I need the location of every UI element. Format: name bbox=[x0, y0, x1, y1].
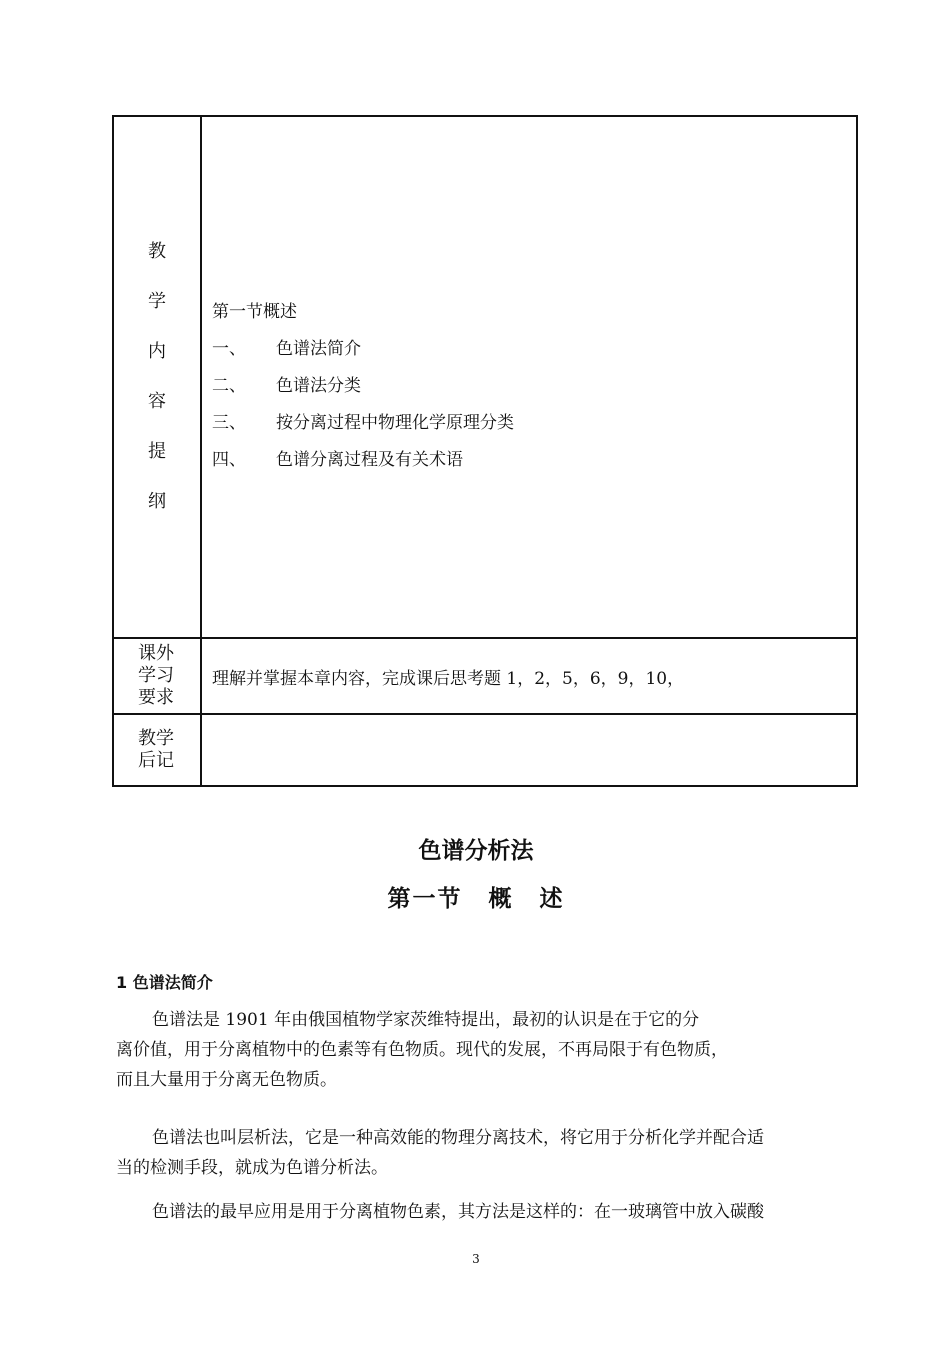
outline-item-text: 色谱法分类 bbox=[276, 375, 361, 396]
outline-title: 第一节概述 bbox=[212, 301, 297, 322]
outline-label-char: 学 bbox=[148, 291, 166, 312]
homework-label-line: 要求 bbox=[138, 687, 174, 708]
homework-content: 理解并掌握本章内容，完成课后思考题 1，2，5，6，9，10， bbox=[201, 638, 857, 714]
teaching-info-table bbox=[112, 115, 858, 787]
postscript-content bbox=[201, 714, 857, 786]
outline-item-number: 二、 bbox=[212, 375, 246, 396]
postscript-label-cell bbox=[113, 714, 201, 786]
outline-item-text: 色谱法简介 bbox=[276, 338, 361, 359]
paragraph bbox=[116, 1123, 856, 1183]
table-row-postscript bbox=[113, 714, 857, 786]
chapter-title: 色谱分析法 bbox=[418, 838, 534, 864]
outline-item-number: 三、 bbox=[212, 412, 246, 433]
outline-label-char: 提 bbox=[148, 441, 166, 462]
outline-item bbox=[212, 368, 856, 405]
outline-label-char: 教 bbox=[148, 241, 166, 262]
outline-item-text: 按分离过程中物理化学原理分类 bbox=[276, 412, 514, 433]
postscript-label-line: 教学 bbox=[138, 728, 174, 749]
page-number: 3 bbox=[472, 1252, 480, 1266]
paragraph-line: 离价值，用于分离植物中的色素等有色物质。现代的发展，不再局限于有色物质， bbox=[116, 1040, 728, 1060]
paragraph-line: 当的检测手段，就成为色谱分析法。 bbox=[116, 1158, 388, 1178]
paragraph-line: 色谱法是 1901 年由俄国植物学家茨维特提出，最初的认识是在于它的分 bbox=[152, 1010, 700, 1030]
section-title: 第一节 概 述 bbox=[387, 886, 565, 912]
paragraph bbox=[116, 1005, 856, 1095]
subheading: 1 色谱法简介 bbox=[116, 973, 213, 992]
outline-content-cell bbox=[201, 116, 857, 638]
paragraph-line: 色谱法也叫层析法，它是一种高效能的物理分离技术，将它用于分析化学并配合适 bbox=[152, 1128, 764, 1148]
outline-item bbox=[212, 405, 856, 442]
paragraph bbox=[116, 1197, 856, 1227]
paragraph-line: 色谱法的最早应用是用于分离植物色素，其方法是这样的：在一玻璃管中放入碳酸 bbox=[152, 1202, 764, 1222]
outline-item-number: 四、 bbox=[212, 449, 246, 470]
outline-item-text: 色谱分离过程及有关术语 bbox=[276, 449, 463, 470]
outline-item-number: 一、 bbox=[212, 338, 246, 359]
outline-label-char: 纲 bbox=[148, 491, 166, 512]
table-row-outline bbox=[113, 116, 857, 638]
paragraph-line: 而且大量用于分离无色物质。 bbox=[116, 1070, 337, 1090]
outline-label-char: 内 bbox=[148, 341, 166, 362]
outline-label-cell bbox=[113, 116, 201, 638]
outline-item bbox=[212, 331, 856, 368]
homework-label-line: 课外 bbox=[138, 643, 174, 664]
postscript-label-line: 后记 bbox=[138, 750, 174, 771]
table-row-homework bbox=[113, 638, 857, 714]
homework-label-cell bbox=[113, 638, 201, 714]
homework-label-line: 学习 bbox=[138, 665, 174, 686]
outline-label-char: 容 bbox=[148, 391, 166, 412]
outline-item bbox=[212, 442, 856, 479]
